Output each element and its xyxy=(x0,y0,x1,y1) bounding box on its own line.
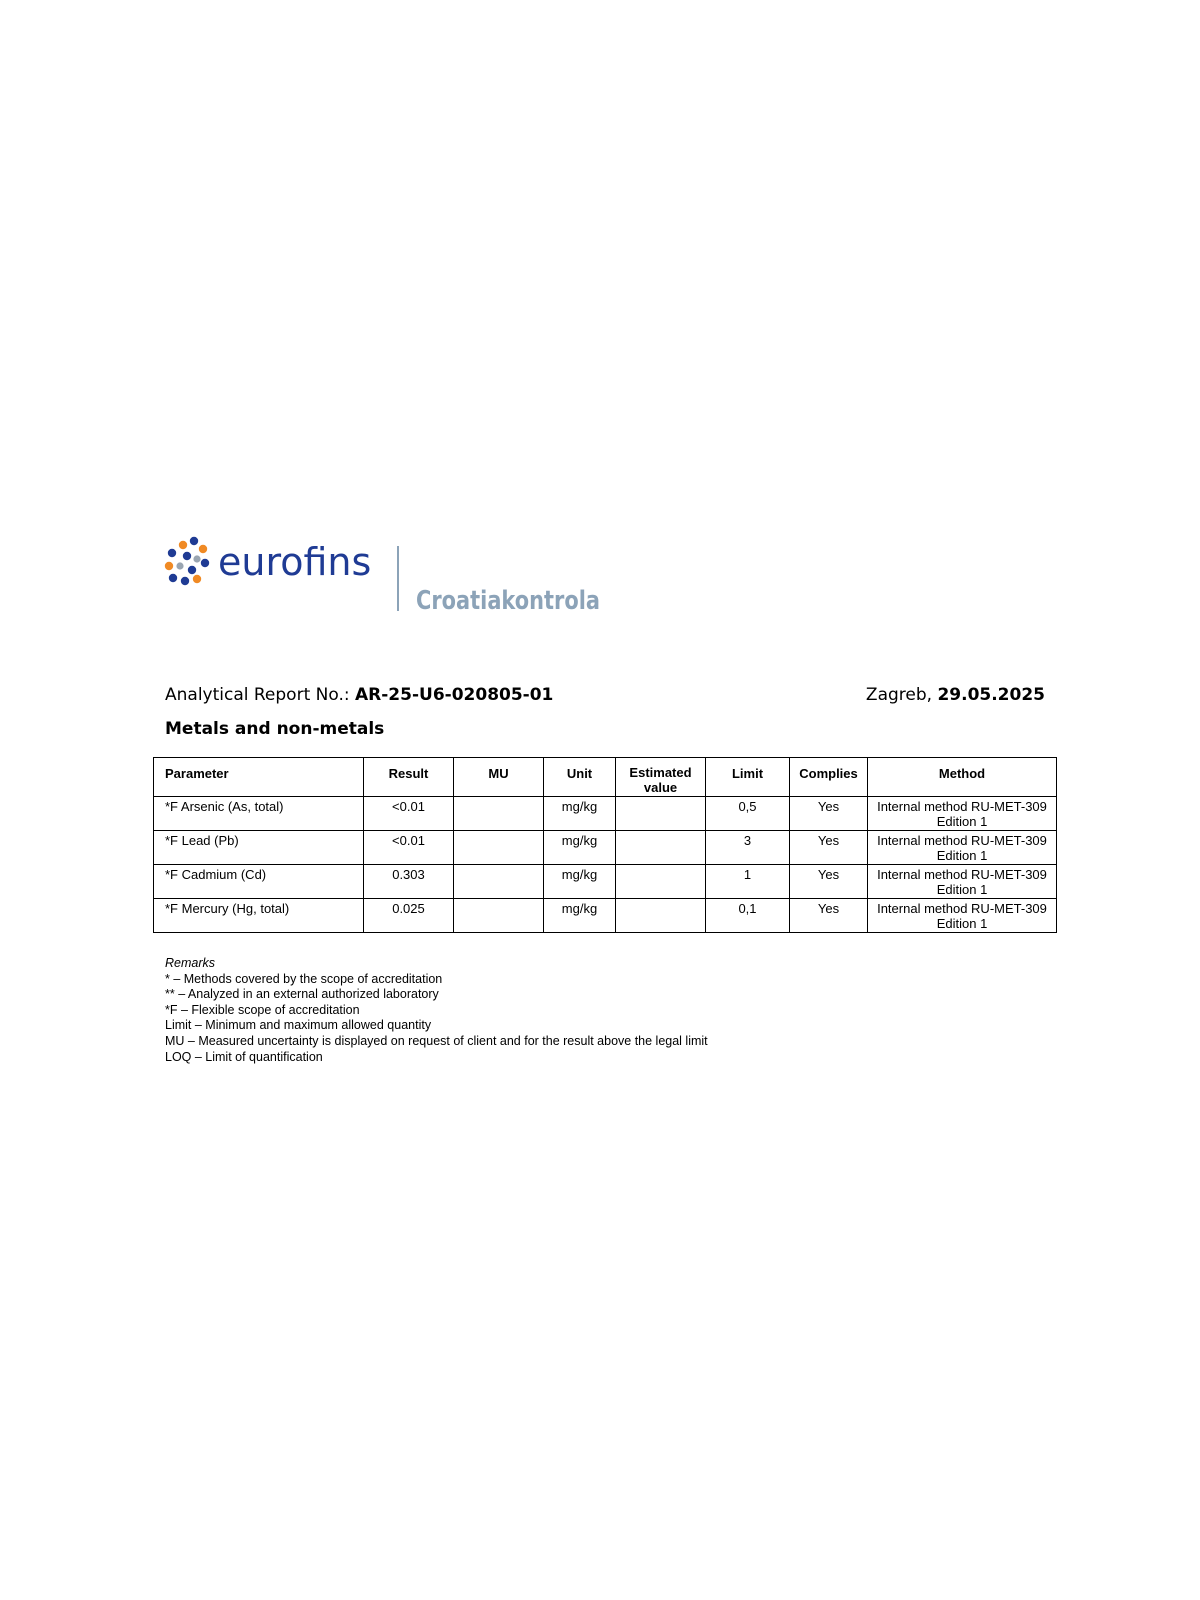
column-header: Limit xyxy=(706,758,790,797)
parameter-cell: *F Mercury (Hg, total) xyxy=(154,899,364,933)
mu-cell xyxy=(454,831,544,865)
column-header: Complies xyxy=(790,758,868,797)
results-table xyxy=(153,757,1057,933)
remark-line: LOQ – Limit of quantification xyxy=(165,1049,323,1064)
report-date: 29.05.2025 xyxy=(937,685,1045,705)
mu-cell xyxy=(454,899,544,933)
method-cell: Internal method RU-MET-309 Edition 1 xyxy=(868,831,1057,865)
remarks-title: Remarks xyxy=(165,956,216,970)
report-number-label: Analytical Report No.: xyxy=(165,685,355,705)
estimated-cell xyxy=(616,865,706,899)
limit-cell: 0,1 xyxy=(706,899,790,933)
column-header: MU xyxy=(454,758,544,797)
method-cell: Internal method RU-MET-309 Edition 1 xyxy=(868,797,1057,831)
complies-cell: Yes xyxy=(790,831,868,865)
eurofins-logo-graphic xyxy=(164,536,624,616)
parameter-cell: *F Lead (Pb) xyxy=(154,831,364,865)
parameter-cell: *F Cadmium (Cd) xyxy=(154,865,364,899)
limit-cell: 1 xyxy=(706,865,790,899)
result-cell: 0.303 xyxy=(364,865,454,899)
column-header: Method xyxy=(868,758,1057,797)
report-header xyxy=(165,685,1045,705)
method-cell: Internal method RU-MET-309 Edition 1 xyxy=(868,899,1057,933)
table-row xyxy=(154,797,1057,831)
remark-line: ** – Analyzed in an external authorized laboratory xyxy=(165,987,439,1002)
remarks xyxy=(165,956,708,1065)
result-cell: <0.01 xyxy=(364,831,454,865)
remark-line: * – Methods covered by the scope of accreditation xyxy=(165,971,443,986)
estimated-cell xyxy=(616,797,706,831)
complies-cell: Yes xyxy=(790,865,868,899)
limit-cell: 3 xyxy=(706,831,790,865)
column-header: Parameter xyxy=(154,758,364,797)
logo-subbrand-text: Croatiakontrola xyxy=(416,586,600,616)
remark-line: MU – Measured uncertainty is displayed on request of client and for the result above the legal limit xyxy=(165,1033,708,1048)
estimated-cell xyxy=(616,831,706,865)
logo-brand-text: eurofins xyxy=(218,540,372,584)
eurofins-dots-icon xyxy=(165,537,209,585)
table-row xyxy=(154,831,1057,865)
complies-cell: Yes xyxy=(790,899,868,933)
unit-cell: mg/kg xyxy=(544,899,616,933)
table-row xyxy=(154,899,1057,933)
method-cell: Internal method RU-MET-309 Edition 1 xyxy=(868,865,1057,899)
column-header: Unit xyxy=(544,758,616,797)
company-logo xyxy=(164,536,624,616)
unit-cell: mg/kg xyxy=(544,831,616,865)
result-cell: 0.025 xyxy=(364,899,454,933)
result-cell: <0.01 xyxy=(364,797,454,831)
mu-cell xyxy=(454,797,544,831)
unit-cell: mg/kg xyxy=(544,797,616,831)
column-header: Result xyxy=(364,758,454,797)
table-header-row xyxy=(154,758,1057,797)
column-header: Estimated value xyxy=(616,758,706,797)
section-title: Metals and non-metals xyxy=(165,719,385,739)
report-place: Zagreb, xyxy=(865,685,938,705)
report-date-block xyxy=(866,685,1045,705)
remark-line: Limit – Minimum and maximum allowed quantity xyxy=(165,1018,432,1033)
logo-divider xyxy=(397,546,399,611)
unit-cell: mg/kg xyxy=(544,865,616,899)
estimated-cell xyxy=(616,899,706,933)
report-number: AR-25-U6-020805-01 xyxy=(355,685,554,705)
table-row xyxy=(154,865,1057,899)
remark-line: *F – Flexible scope of accreditation xyxy=(165,1002,360,1017)
report-number-block xyxy=(165,685,553,705)
mu-cell xyxy=(454,865,544,899)
complies-cell: Yes xyxy=(790,797,868,831)
limit-cell: 0,5 xyxy=(706,797,790,831)
parameter-cell: *F Arsenic (As, total) xyxy=(154,797,364,831)
